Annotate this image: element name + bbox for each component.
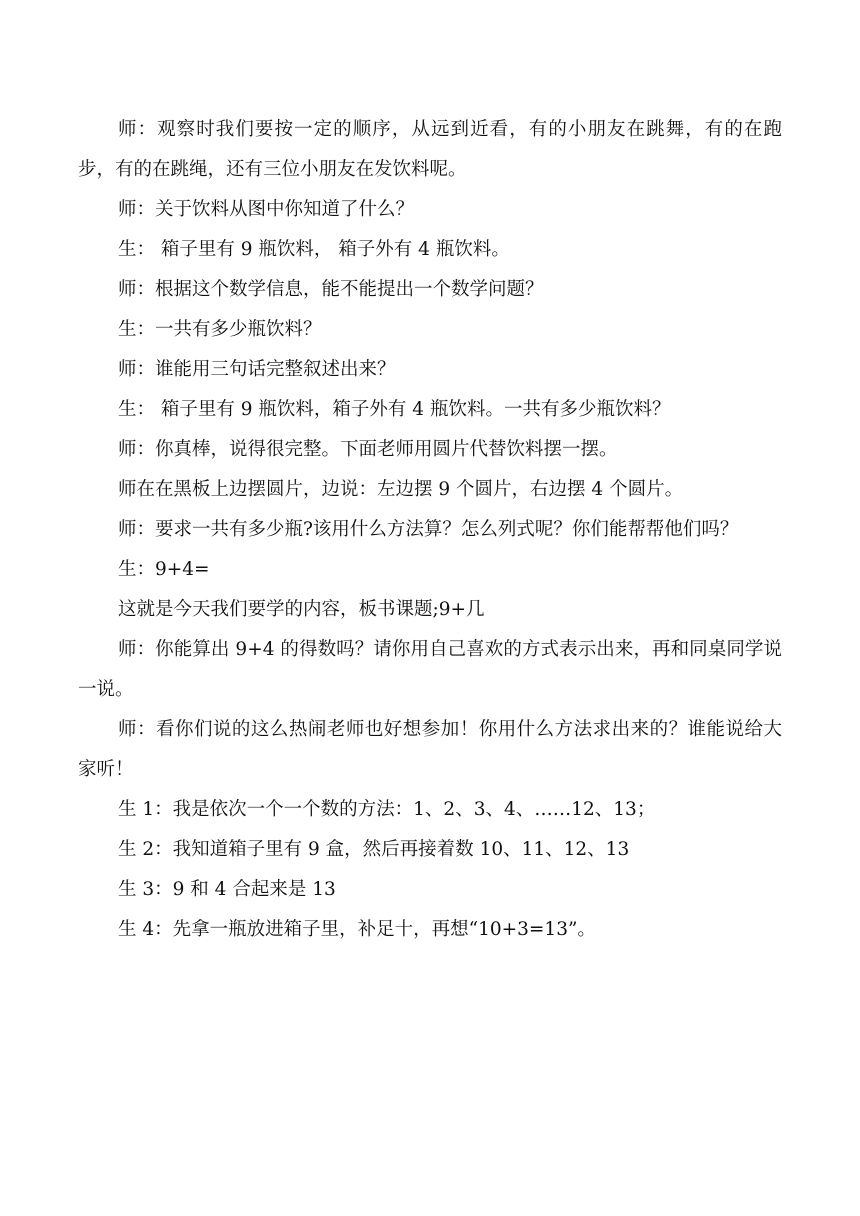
paragraph-teacher-compute: 师：你能算出 9+4 的得数吗？请你用自己喜欢的方式表示出来，再和同桌同学说一说。 (78, 639, 782, 700)
paragraph-student-1: 生 1：我是依次一个一个数的方法：1、2、3、4、……12、13； (118, 799, 656, 820)
paragraph-student-problem: 生：一共有多少瓶饮料？ (118, 319, 322, 340)
paragraph-student-drink-count: 生： 箱子里有 9 瓶饮料， 箱子外有 4 瓶饮料。 (118, 239, 510, 260)
paragraph-teacher-board-circles: 师在在黑板上边摆圆片，边说：左边摆 9 个圆片，右边摆 4 个圆片。 (118, 479, 684, 500)
paragraph-student-3: 生 3：9 和 4 合起来是 13 (118, 879, 336, 900)
paragraph-teacher-how-to-calc: 师：要求一共有多少瓶?该用什么方法算？怎么列式呢？你们能帮帮他们吗？ (118, 519, 739, 540)
document-body (78, 110, 782, 950)
paragraph-teacher-ask-problem: 师：根据这个数学信息，能不能提出一个数学问题？ (118, 279, 544, 300)
paragraph-student-4: 生 4：先拿一瓶放进箱子里，补足十，再想“10+3=13”。 (118, 919, 596, 940)
paragraph-teacher-observe: 师：观察时我们要按一定的顺序，从远到近看，有的小朋友在跳舞，有的在跑步，有的在跳绳，还有三位小朋友在发饮料呢。 (78, 119, 782, 180)
paragraph-student-2: 生 2：我知道箱子里有 9 盒，然后再接着数 10、11、12、13 (118, 839, 630, 860)
paragraph-lesson-topic: 这就是今天我们要学的内容，板书课题;9+几 (118, 599, 485, 620)
paragraph-teacher-praise: 师：你真棒，说得很完整。下面老师用圆片代替饮料摆一摆。 (118, 439, 618, 460)
paragraph-student-equation: 生：9+4= (118, 559, 210, 580)
paragraph-student-full-statement: 生： 箱子里有 9 瓶饮料，箱子外有 4 瓶饮料。一共有多少瓶饮料？ (118, 399, 671, 420)
paragraph-teacher-question-drinks: 师：关于饮料从图中你知道了什么？ (118, 199, 415, 220)
paragraph-teacher-share: 师：看你们说的这么热闹老师也好想参加！你用什么方法求出来的？谁能说给大家听！ (78, 719, 782, 780)
paragraph-teacher-three-sentences: 师：谁能用三句话完整叙述出来？ (118, 359, 396, 380)
